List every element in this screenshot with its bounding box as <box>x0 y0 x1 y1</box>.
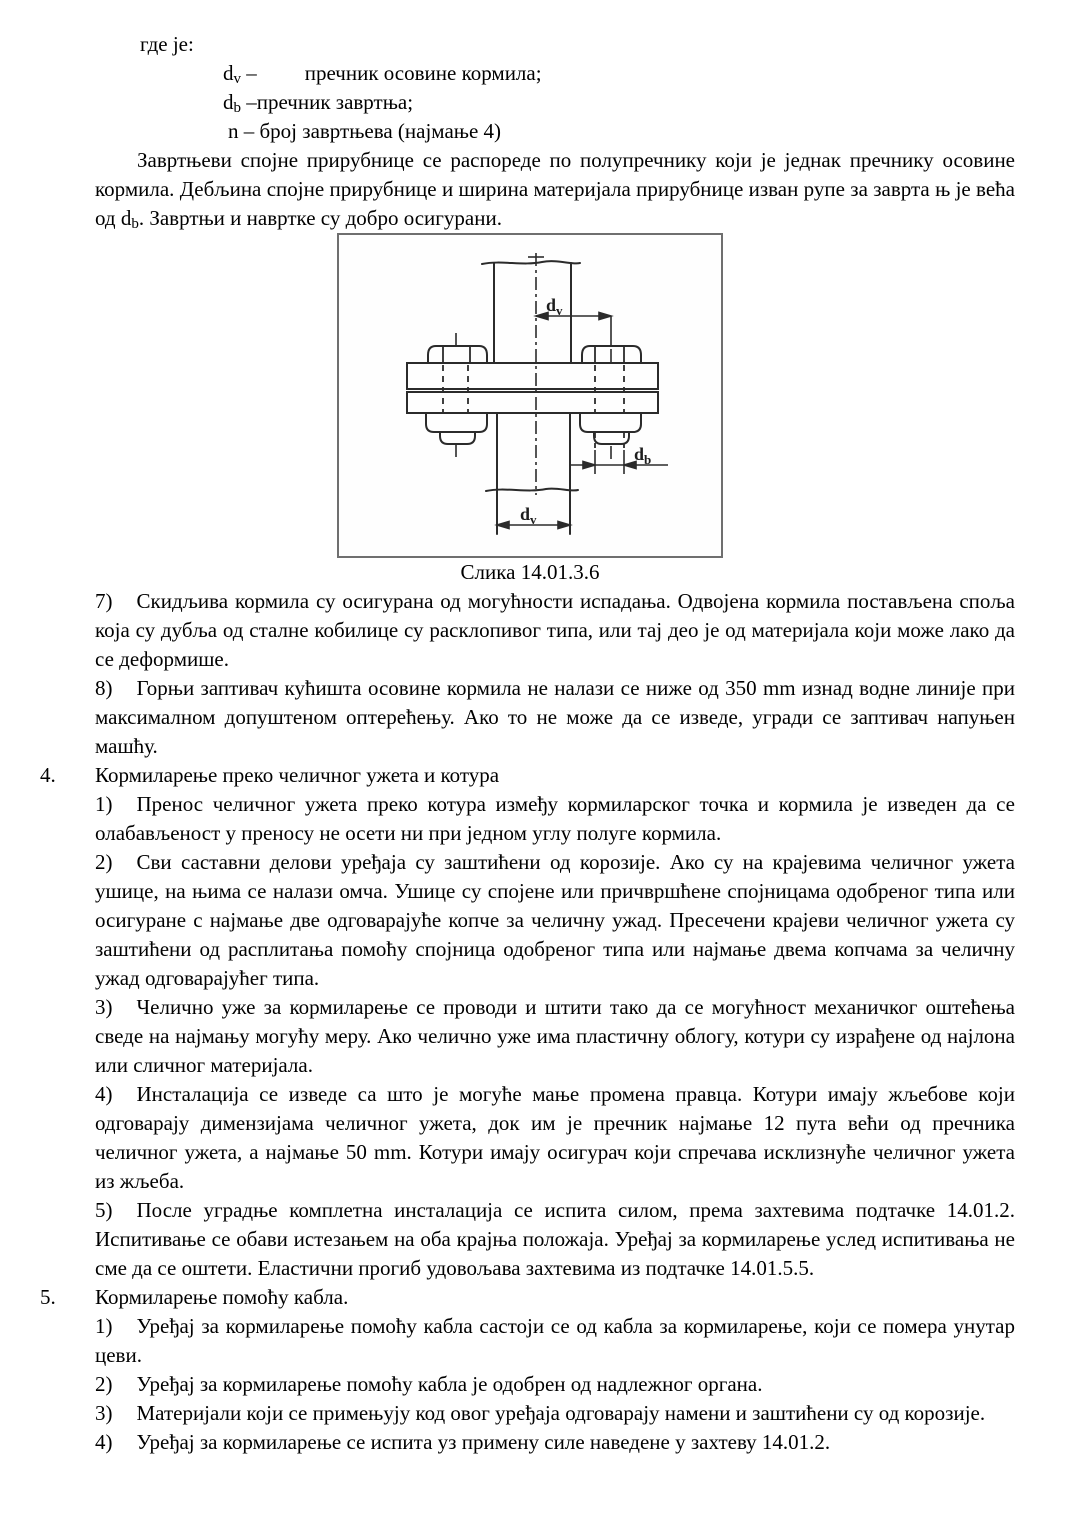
dash: – <box>246 61 257 85</box>
left-bolt-crown <box>440 432 475 444</box>
section-5-item-3: 3) Материјали који се примењују код овог уређаја одговарају намени и заштићени су од корозије. <box>95 1401 986 1425</box>
item-text: Горњи заптивач кућишта осовине кормила не налази се ниже од 350 mm изнад водне линије при максималном допуштеном оптерећењу. Ако то не може да се изведе, угради се заптивач напуњен машћу. <box>95 676 1015 758</box>
item-number: 7) <box>95 589 113 613</box>
definition-text: број завртњева (најмање 4) <box>259 119 502 143</box>
lower-break-line <box>486 489 578 491</box>
label-dv-top: $d_v$ <box>546 295 563 318</box>
section-4-item-1: 1) Пренос челичног ужета преко котура између кормиларског точка и кормила је изведен да се олабављеност у преносу не осети ни при једном углу полуге кормила. <box>95 792 1015 845</box>
dimension-db <box>571 450 668 474</box>
section-5-item-1: 1) Уређај за кормиларење помоћу кабла састоји се од кабла за кормиларење, који се помера унутар цеви. <box>95 1314 1015 1367</box>
section-5-item-2: 2) Уређај за кормиларење помоћу кабла је одобрен од надлежног органа. <box>95 1372 763 1396</box>
left-bolt-nut <box>426 413 487 432</box>
section-title: Кормиларење помоћу кабла. <box>95 1285 349 1309</box>
definition-dv <box>223 59 1015 88</box>
dash: – <box>243 119 255 143</box>
symbol-dv: dv <box>223 61 241 87</box>
left-bolt-head <box>428 346 487 363</box>
item-8-paragraph <box>95 674 1015 761</box>
section-5-heading <box>40 1283 1015 1312</box>
section-4-heading <box>40 761 1015 790</box>
symbol-db: db <box>223 90 241 116</box>
lower-flange-plate <box>407 392 658 413</box>
figure-frame <box>337 233 723 558</box>
label-dv-bottom: $d_v$ <box>520 504 537 527</box>
section-number: 4. <box>40 763 56 787</box>
subscript-b: b <box>131 216 139 232</box>
figure-block <box>337 233 723 587</box>
dimension-dv-top <box>536 313 611 347</box>
section-4-item-4: 4) Инсталација се изведе са што је могуће мање промена правца. Котури имају жљебове који одговарају димензијама челичног ужета, док им је пречник најмање 12 пута већи од пречника челичног ужета, а најмање 50 mm. Котури имају осигурач који спречава исклизнуће челичног ужета из жљеба. <box>95 1082 1015 1193</box>
section-number: 5. <box>40 1285 56 1309</box>
symbol-n: n <box>228 119 239 143</box>
item-7-paragraph <box>95 587 1015 674</box>
upper-flange-plate <box>407 363 658 389</box>
section-5-item-4: 4) Уређај за кормиларење се испита уз примену силе наведене у захтеву 14.01.2. <box>95 1430 831 1454</box>
intro-paragraph: Завртњеви спојне прирубнице се распореде по полупречнику који је једнак пречнику осовине кормила. Дебљина спојне прирубнице и ширина материјала прирубнице изван рупе за заврта њ је већа од db. Завртњи и навртке су добро осигурани. <box>95 148 1015 232</box>
item-number: 8) <box>95 676 113 700</box>
right-bolt-nut <box>580 413 641 432</box>
definition-text: пречник осовине кормила; <box>304 61 542 85</box>
dash: – <box>246 90 257 114</box>
section-4-item-3: 3) Челично уже за кормиларење се проводи и штити тако да се могућност механичког оштећења сведе на најмању могућу меру. Ако челично уже има пластичну облогу, котури су израђене од најлона или сличног материјала. <box>95 995 1015 1077</box>
flange-coupling-diagram <box>339 235 721 556</box>
where-is-label: где је: <box>140 32 194 56</box>
definition-text: пречник завртња; <box>256 90 414 114</box>
section-4-item-5: 5) После уградње комплетна инсталација се испита силом, према захтевима подтачке 14.01.2. Испитивање се обави истезањем на оба крајња положаја. Уређај за кормиларење услед испитивања не сме да се оштети. Еластични прогиб удовољава захтевима из подтачке 14.01.5.5. <box>95 1198 1015 1280</box>
figure-caption: Слика 14.01.3.6 <box>460 560 600 584</box>
definition-n <box>228 117 1015 146</box>
section-title: Кормиларење преко челичног ужета и котура <box>95 763 500 787</box>
definition-db <box>223 88 1015 117</box>
upper-break-line <box>482 261 580 264</box>
item-text: Скидљива кормила су осигурана од могућности испадања. Одвојена кормила постављена споља која су дубља од сталне кобилице су расклопивог типа, или тај део је од материјала који може лако да се деформише. <box>95 589 1015 671</box>
section-4-item-2: 2) Сви саставни делови уређаја су заштићени од корозије. Ако су на крајевима челичног ужета ушице, на њима се налази омча. Ушице су спојене или причвршћене спојницама одобреног типа или осигуране с најмање две одговарајуће копче за челичну ужад. Пресечени крајеви челичног ужета су заштићени од расплитања помоћу спојница одобреног типа или најмање двема копчама за челичну ужад одговарајућег типа. <box>95 850 1015 990</box>
label-db: $d_b$ <box>634 444 652 467</box>
